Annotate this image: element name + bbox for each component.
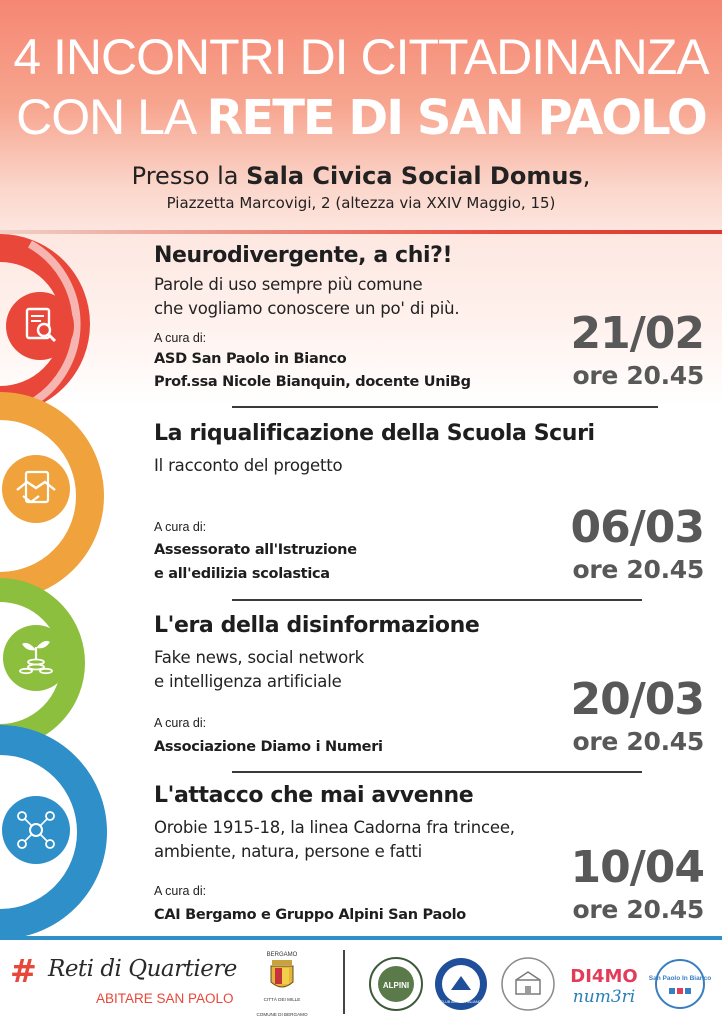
event-4-curator-1: CAI Bergamo e Gruppo Alpini San Paolo xyxy=(154,907,466,923)
page-title-line-2 xyxy=(0,88,722,146)
event-3-description-line-2: e intelligenza artificiale xyxy=(154,672,342,691)
event-2-title: La riqualificazione della Scuola Scuri xyxy=(154,421,595,446)
brand-name: Reti di Quartiere xyxy=(48,956,237,982)
venue-line xyxy=(0,162,722,190)
event-1-description-line-1: Parole di uso sempre più comune xyxy=(154,275,423,294)
event-divider-3 xyxy=(232,771,642,773)
plant-coins-icon xyxy=(3,625,69,691)
event-4-description-line-2: ambiente, natura, persone e fatti xyxy=(154,842,423,861)
brand-subtitle: ABITARE SAN PAOLO xyxy=(96,991,234,1006)
event-3-time: ore 20.45 xyxy=(572,727,704,756)
event-1-curated-label: A cura di: xyxy=(154,331,207,345)
alpini-label: ALPINI xyxy=(382,981,410,990)
reti-hash-icon: # xyxy=(10,952,37,990)
diamo-numeri-logo-icon xyxy=(566,956,642,1012)
diamo-label-bottom: num3ri xyxy=(572,987,636,1007)
event-1-time: ore 20.45 xyxy=(572,361,704,390)
venue-prefix: Presso la xyxy=(131,162,239,190)
event-divider-2 xyxy=(232,599,642,601)
event-3-curated-label: A cura di: xyxy=(154,716,207,730)
event-4-time: ore 20.45 xyxy=(572,895,704,924)
venue-address: Piazzetta Marcovigi, 2 (altezza via XXIV Maggio, 15) xyxy=(166,194,556,212)
event-4-date: 10/04 xyxy=(570,842,704,893)
title-regular-part: CON LA xyxy=(16,89,194,145)
borgo-association-logo-icon xyxy=(500,956,556,1012)
event-4-curated-label: A cura di: xyxy=(154,884,207,898)
event-1-curator-2: Prof.ssa Nicole Bianquin, docente UniBg xyxy=(154,374,471,390)
event-1-description-line-2: che vogliamo conoscere un po' di più. xyxy=(154,299,460,318)
event-3-date: 20/03 xyxy=(570,674,704,725)
comune-bergamo-logo xyxy=(256,948,308,1020)
event-1-curator-1: ASD San Paolo in Bianco xyxy=(154,351,347,367)
alpini-logo-icon xyxy=(368,956,424,1012)
handshake-document-icon xyxy=(2,455,70,523)
event-3-curator-1: Associazione Diamo i Numeri xyxy=(154,739,383,755)
event-divider-1 xyxy=(232,406,658,408)
event-3-description-line-1: Fake news, social network xyxy=(154,648,364,667)
event-2-curator-1: Assessorato all'Istruzione xyxy=(154,542,357,558)
document-search-icon xyxy=(6,292,74,360)
comune-mid-text: CITTÀ DEI MILLE xyxy=(263,997,301,1002)
event-1-title: Neurodivergente, a chi?! xyxy=(154,243,453,268)
venue-suffix: , xyxy=(582,162,591,190)
event-2-curator-2: e all'edilizia scolastica xyxy=(154,566,330,582)
san-paolo-in-bianco-logo-icon xyxy=(648,958,712,1010)
network-people-icon xyxy=(2,796,70,864)
event-2-date: 06/03 xyxy=(570,502,704,553)
crown-icon xyxy=(272,960,292,965)
comune-top-text: BERGAMO xyxy=(266,952,298,958)
event-2-description-line-1: Il racconto del progetto xyxy=(154,456,343,475)
comune-bottom-text: COMUNE DI BERGAMO xyxy=(256,1012,308,1017)
event-1-date: 21/02 xyxy=(570,308,704,359)
event-4-description-line-1: Orobie 1915-18, la linea Cadorna fra trincee, xyxy=(154,818,515,837)
page-title-line-1: 4 INCONTRI DI CITTADINANZA xyxy=(13,29,709,85)
event-2-time: ore 20.45 xyxy=(572,555,704,584)
event-3-title: L'era della disinformazione xyxy=(154,613,480,638)
cai-label: CLUB ALPINO ITALIANO xyxy=(440,1000,482,1004)
title-bold-part: RETE DI SAN PAOLO xyxy=(206,90,706,146)
cai-logo-icon xyxy=(433,956,489,1012)
diamo-label-top: DI4MO xyxy=(570,966,638,987)
event-2-curated-label: A cura di: xyxy=(154,520,207,534)
event-4-title: L'attacco che mai avvenne xyxy=(154,783,474,808)
san-paolo-label: San Paolo In Bianco xyxy=(648,975,712,982)
timeline-graphic xyxy=(0,234,160,934)
footer-separator xyxy=(343,950,345,1014)
venue-name: Sala Civica Social Domus xyxy=(246,162,583,190)
